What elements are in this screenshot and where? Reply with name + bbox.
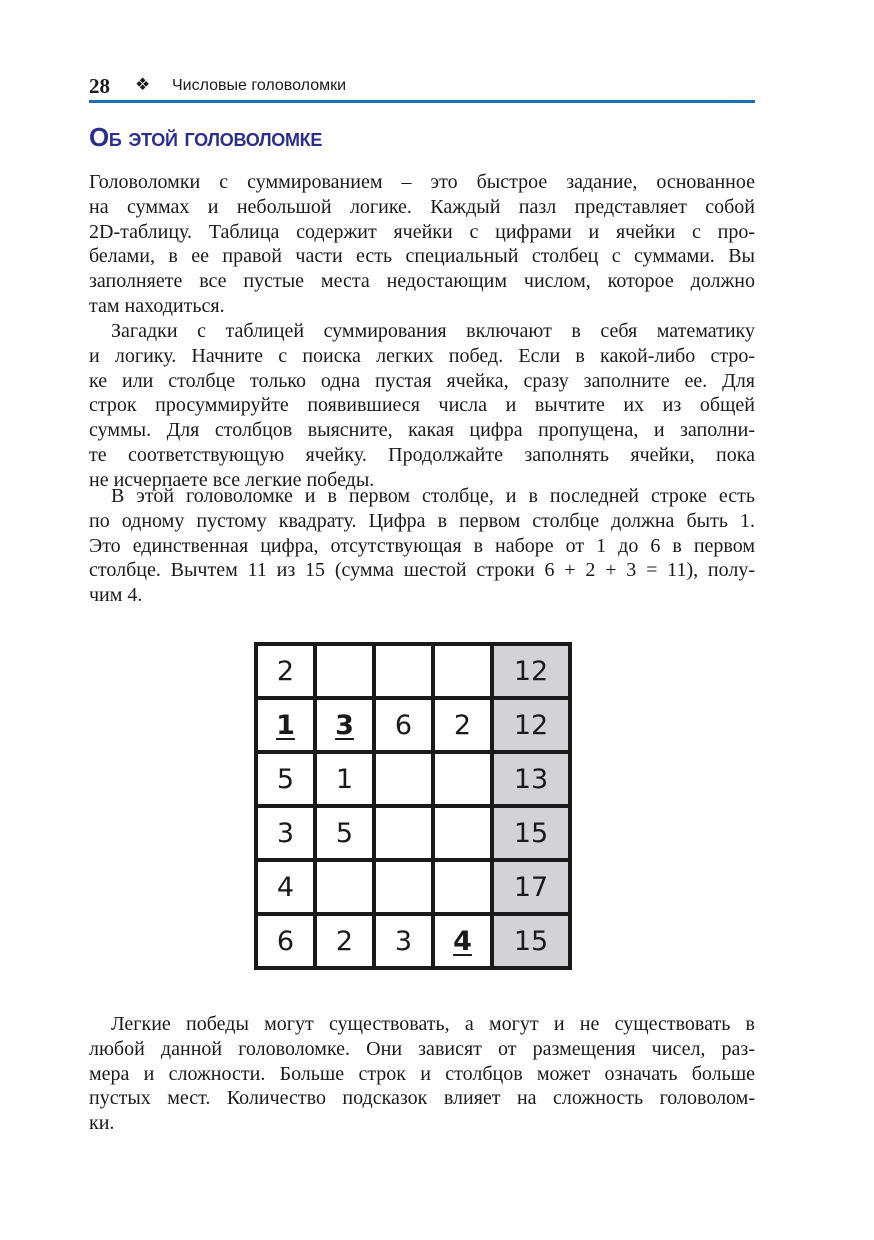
paragraph xyxy=(89,319,755,493)
ornament-icon: ❖ xyxy=(135,75,151,94)
grid-row xyxy=(256,644,570,698)
text-line: белами, в ее правой части есть специальный столбец с суммами. Вы xyxy=(89,245,755,268)
text-line: заполняете все пустые места недостающим числом, которое должно xyxy=(89,270,755,293)
sum-cell: 13 xyxy=(492,752,570,806)
text-line: и логику. Начните с поиска легких побед. Если в какой-либо стро- xyxy=(89,344,755,367)
paragraph xyxy=(89,170,755,319)
grid-cell xyxy=(433,644,492,698)
header-rule xyxy=(89,100,755,103)
grid-cell xyxy=(315,644,374,698)
sum-cell: 12 xyxy=(492,698,570,752)
text-line: Головоломки с суммированием – это быстрое задание, основанное xyxy=(89,171,755,193)
sum-puzzle-grid xyxy=(254,642,572,970)
grid-cell: 1 xyxy=(256,698,315,752)
text-line: те соответствующую ячейку. Продолжайте заполнять ячейки, пока xyxy=(89,443,755,466)
text-line: любой данной головоломке. Они зависят от размещения чисел, раз- xyxy=(89,1037,755,1060)
text-line: пустых мест. Количество подсказок влияет на сложность головолом- xyxy=(89,1087,755,1110)
page-number: 28 xyxy=(89,74,110,98)
text-line: Загадки с таблицей суммирования включают в себя математику xyxy=(111,320,755,342)
sum-cell: 17 xyxy=(492,860,570,914)
grid-cell xyxy=(374,752,433,806)
grid-cell xyxy=(433,752,492,806)
text-line: по одному пустому квадрату. Цифра в первом столбце должна быть 1. xyxy=(89,509,755,532)
sum-cell: 15 xyxy=(492,806,570,860)
grid-cell: 6 xyxy=(256,914,315,968)
grid-cell: 2 xyxy=(256,644,315,698)
text-line: не исчерпаете все легкие победы. xyxy=(89,468,375,491)
grid-cell xyxy=(374,806,433,860)
grid-cell: 3 xyxy=(374,914,433,968)
grid-row xyxy=(256,860,570,914)
grid-cell: 6 xyxy=(374,698,433,752)
text-line: на суммах и небольшой логике. Каждый пазл представляет собой xyxy=(89,195,755,218)
running-header xyxy=(89,74,755,100)
text-line: чим 4. xyxy=(89,584,143,607)
sum-cell: 12 xyxy=(492,644,570,698)
grid-cell: 5 xyxy=(256,752,315,806)
grid-row xyxy=(256,752,570,806)
grid-cell: 5 xyxy=(315,806,374,860)
paragraph xyxy=(89,1012,755,1136)
grid-cell xyxy=(433,860,492,914)
grid-cell xyxy=(433,806,492,860)
grid-cell: 1 xyxy=(315,752,374,806)
grid-cell: 4 xyxy=(433,914,492,968)
text-line: В этой головоломке и в первом столбце, и в последней строке есть xyxy=(111,485,755,507)
text-line: там находиться. xyxy=(89,294,225,317)
grid-row xyxy=(256,914,570,968)
text-line: 2D-таблицу. Таблица содержит ячейки с цифрами и ячейки с про- xyxy=(89,220,755,243)
grid-cell xyxy=(315,860,374,914)
text-line: суммы. Для столбцов выясните, какая цифра пропущена, и заполни- xyxy=(89,419,755,442)
text-line: строк просуммируйте появившиеся числа и вычтите их из общей xyxy=(89,394,755,417)
text-line: ки. xyxy=(89,1112,115,1135)
text-line: Легкие победы могут существовать, а могут и не существовать в xyxy=(111,1013,755,1035)
running-title: Числовые головоломки xyxy=(172,77,347,94)
text-line: ке или столбце только одна пустая ячейка, сразу заполните ее. Для xyxy=(89,369,755,392)
text-line: столбце. Вычтем 11 из 15 (сумма шестой строки 6 + 2 + 3 = 11), полу- xyxy=(89,559,755,582)
grid-cell: 3 xyxy=(256,806,315,860)
paragraph xyxy=(89,484,755,608)
text-line: мера и сложности. Больше строк и столбцов может означать больше xyxy=(89,1062,755,1085)
text-line: Это единственная цифра, отсутствующая в наборе от 1 до 6 в первом xyxy=(89,534,755,557)
grid-cell: 2 xyxy=(433,698,492,752)
grid-cell: 2 xyxy=(315,914,374,968)
grid-cell xyxy=(374,860,433,914)
grid-cell: 4 xyxy=(256,860,315,914)
sum-cell: 15 xyxy=(492,914,570,968)
grid-cell xyxy=(374,644,433,698)
grid-row xyxy=(256,806,570,860)
grid-cell: 3 xyxy=(315,698,374,752)
section-heading: Об этой головоломке xyxy=(89,122,323,152)
grid-row xyxy=(256,698,570,752)
